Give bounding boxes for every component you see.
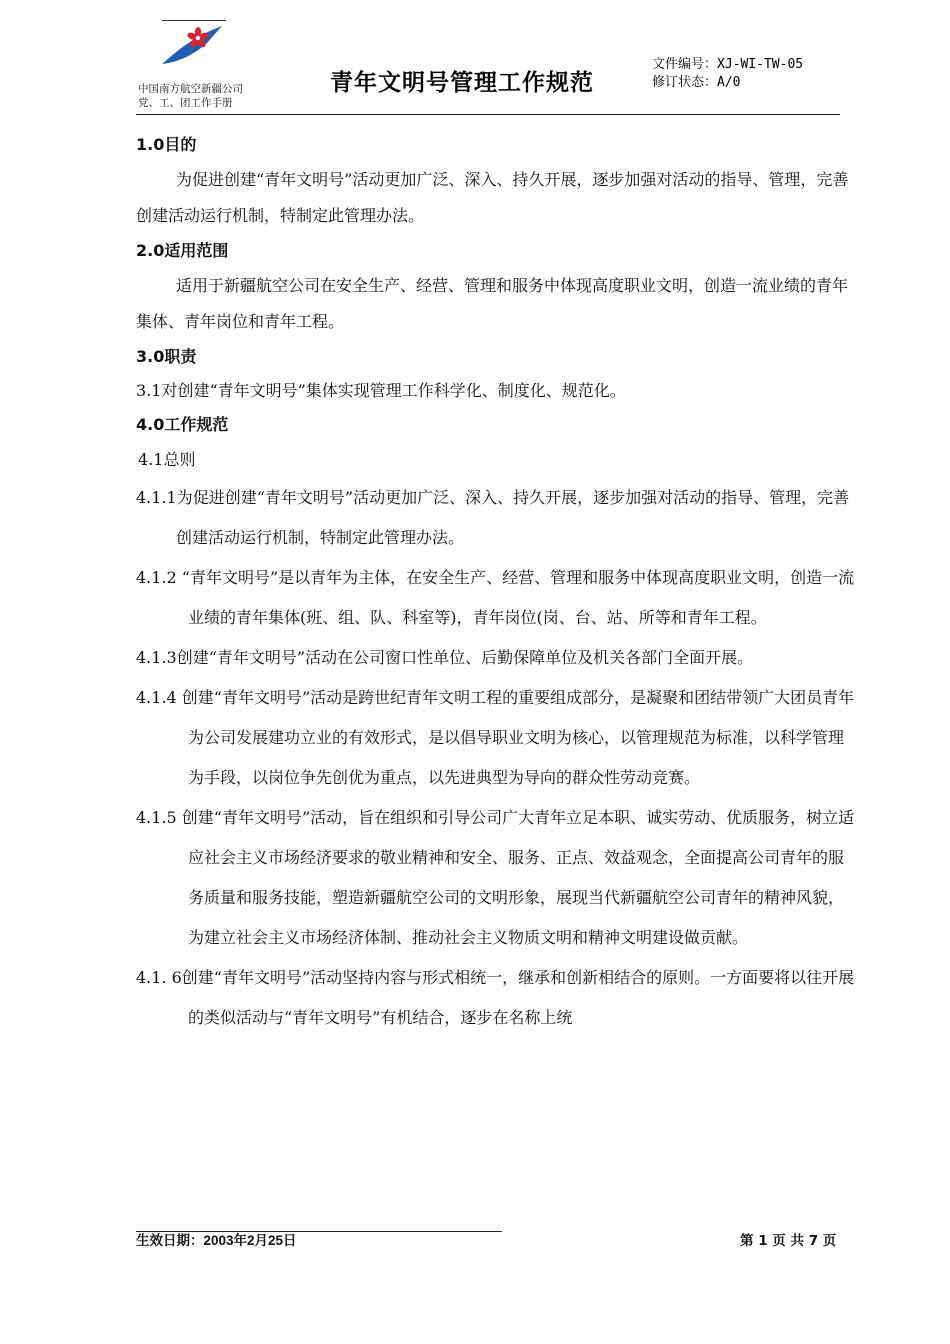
section-3-heading: 3.0职责	[136, 347, 197, 366]
section-4-heading: 4.0工作规范	[136, 415, 229, 434]
clause-4-1-4: 4.1.4 创建“青年文明号”活动是跨世纪青年文明工程的重要组成部分，是凝聚和团结带领广大团员青年为公司发展建功立业的有效形式，是以倡导职业文明为核心，以管理规范为标准，以科学管理为手段，以岗位争先创优为重点，以先进典型为导向的群众性劳动竞赛。	[136, 688, 855, 787]
clause-4-1-3: 4.1.3创建“青年文明号”活动在公司窗口性单位、后勤保障单位及机关各部门全面开展。	[136, 648, 754, 667]
logo-top-rule	[162, 20, 226, 21]
document-meta	[652, 56, 803, 92]
clause-4-1-5: 4.1.5 创建“青年文明号”活动，旨在组织和引导公司广大青年立足本职、诚实劳动、优质服务，树立适应社会主义市场经济要求的敬业精神和安全、服务、正点、效益观念，全面提高公司青年的服务质量和服务技能，塑造新疆航空公司的文明形象，展现当代新疆航空公司青年的精神风貌，为建立社会主义市场经济体制、推动社会主义物质文明和精神文明建设做贡献。	[136, 808, 855, 947]
section-2-heading: 2.0适用范围	[136, 241, 229, 260]
revision-status: 修订状态：A/0	[652, 75, 741, 90]
section-2-text: 适用于新疆航空公司在安全生产、经营、管理和服务中体现高度职业文明，创造一流业绩的青年集体、青年岗位和青年工程。	[136, 276, 849, 331]
section-1-heading: 1.0目的	[136, 135, 197, 154]
china-southern-logo	[160, 24, 226, 66]
clause-4-1-1: 4.1.1为促进创建“青年文明号”活动更加广泛、深入、持久开展，逐步加强对活动的指导、管理，完善创建活动运行机制，特制定此管理办法。	[136, 488, 850, 547]
document-body	[136, 128, 856, 1038]
effective-date: 生效日期：2003年2月25日	[136, 1233, 297, 1248]
page-number: 第 1 页 共 7 页	[740, 1233, 837, 1249]
company-name	[138, 82, 243, 110]
clause-4-1-2: 4.1.2 “青年文明号”是以青年为主体，在安全生产、经营、管理和服务中体现高度职业文明，创造一流业绩的青年集体(班、组、队、科室等)，青年岗位(岗、台、站、所等和青年工程。	[136, 568, 855, 627]
company-line-1: 中国南方航空新疆公司	[138, 83, 243, 95]
document-title: 青年文明号管理工作规范	[330, 70, 594, 96]
section-1-text: 为促进创建“青年文明号”活动更加广泛、深入、持久开展，逐步加强对活动的指导、管理，完善创建活动运行机制，特制定此管理办法。	[136, 170, 849, 225]
company-line-2: 党、工、团工作手册	[138, 97, 233, 109]
section-3-text: 3.1对创建“青年文明号”集体实现管理工作科学化、制度化、规范化。	[136, 381, 626, 400]
clause-4-1-6: 4.1. 6创建“青年文明号”活动坚持内容与形式相统一，继承和创新相结合的原则。一方面要将以往开展的类似活动与“青年文明号”有机结合，逐步在名称上统	[136, 968, 855, 1027]
subsection-4-1-heading: 4.1总则	[138, 450, 196, 469]
doc-number: 文件编号：XJ-WI-TW-05	[652, 57, 804, 72]
header-divider	[136, 114, 840, 115]
